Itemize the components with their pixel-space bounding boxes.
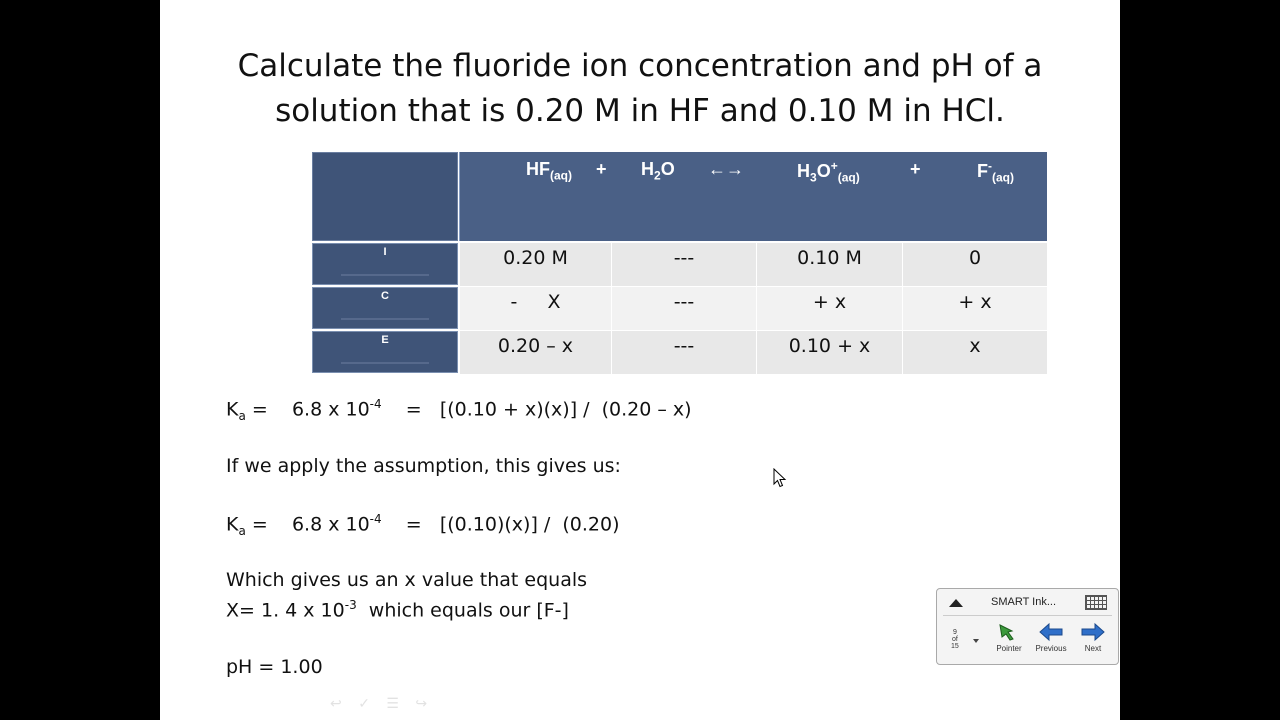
ka-equation-2: $K_a$ = 6.8 x $10^{-4}$ = [(0.10)(x)] / (0.20) (226, 512, 620, 539)
x-value-intro: Which gives us an x value that equals (226, 569, 588, 591)
back-icon[interactable]: ↩ (330, 695, 342, 711)
eq-arrow: ←→ (708, 159, 744, 179)
page-dropdown-icon[interactable] (973, 639, 979, 643)
ice-row-label-c: C (312, 287, 458, 329)
toolbar-divider (943, 615, 1112, 616)
ice-table (312, 152, 1047, 373)
previous-arrow-icon (1038, 622, 1064, 642)
next-arrow-icon (1080, 622, 1106, 642)
ice-cell: --- (611, 243, 756, 286)
pointer-button[interactable]: Pointer (989, 622, 1029, 653)
slide-nav-controls[interactable] (330, 695, 439, 713)
ice-cell: 0.10 M (756, 243, 902, 286)
page-indicator: 9 of 15 (951, 629, 959, 650)
next-button[interactable]: Next (1073, 622, 1113, 653)
ph-result: pH = 1.00 (226, 656, 323, 678)
ice-row-label-i: I (312, 243, 458, 285)
x-value-result: X= 1. 4 x $10^{-3}$ which equals our [F-] (226, 598, 569, 622)
ice-cell: x (902, 331, 1047, 374)
slide-title-line2: solution that is 0.20 M in HF and 0.10 M in HCl. (275, 93, 1005, 129)
ice-cell: 0.10 + x (756, 331, 902, 374)
eq-h2o: $H_2O$ (641, 159, 675, 183)
ice-cell: --- (611, 331, 756, 374)
menu-icon[interactable]: ☰ (386, 695, 399, 711)
pointer-icon (997, 622, 1021, 642)
ice-header-equation (459, 152, 1047, 241)
grid-icon[interactable] (1085, 595, 1107, 610)
ice-cell: - X (459, 287, 611, 330)
collapse-up-icon[interactable] (949, 599, 963, 607)
smart-ink-title[interactable]: SMART Ink... (991, 596, 1057, 608)
ice-cell: + x (756, 287, 902, 330)
ice-cell: --- (611, 287, 756, 330)
smart-ink-toolbar[interactable] (936, 588, 1119, 665)
eq-plus2: + (910, 159, 921, 179)
mouse-cursor-icon (773, 468, 787, 488)
ice-cell: 0.20 M (459, 243, 611, 286)
ice-header-corner (312, 152, 458, 241)
eq-hf: $HF_{(aq)}$ (526, 159, 572, 183)
ice-cell: 0.20 – x (459, 331, 611, 374)
forward-icon[interactable]: ↪ (415, 695, 428, 711)
ice-cell: + x (902, 287, 1047, 330)
eq-h3o: $H_3O^+_{(aq)}$ (797, 159, 860, 185)
ice-row-label-e: E (312, 331, 458, 373)
eq-fluoride: $F^-_{(aq)}$ (977, 159, 1014, 185)
ice-cell: 0 (902, 243, 1047, 286)
eq-plus1: + (596, 159, 607, 179)
assumption-text: If we apply the assumption, this gives us: (226, 455, 621, 477)
ka-equation-1: $K_a$ = 6.8 x $10^{-4}$ = [(0.10 + x)(x)] / (0.20 – x) (226, 397, 692, 424)
slide-title-line1: Calculate the fluoride ion concentration and pH of a (237, 48, 1043, 84)
previous-button[interactable]: Previous (1031, 622, 1071, 653)
pen-icon[interactable]: ✓ (358, 695, 370, 711)
